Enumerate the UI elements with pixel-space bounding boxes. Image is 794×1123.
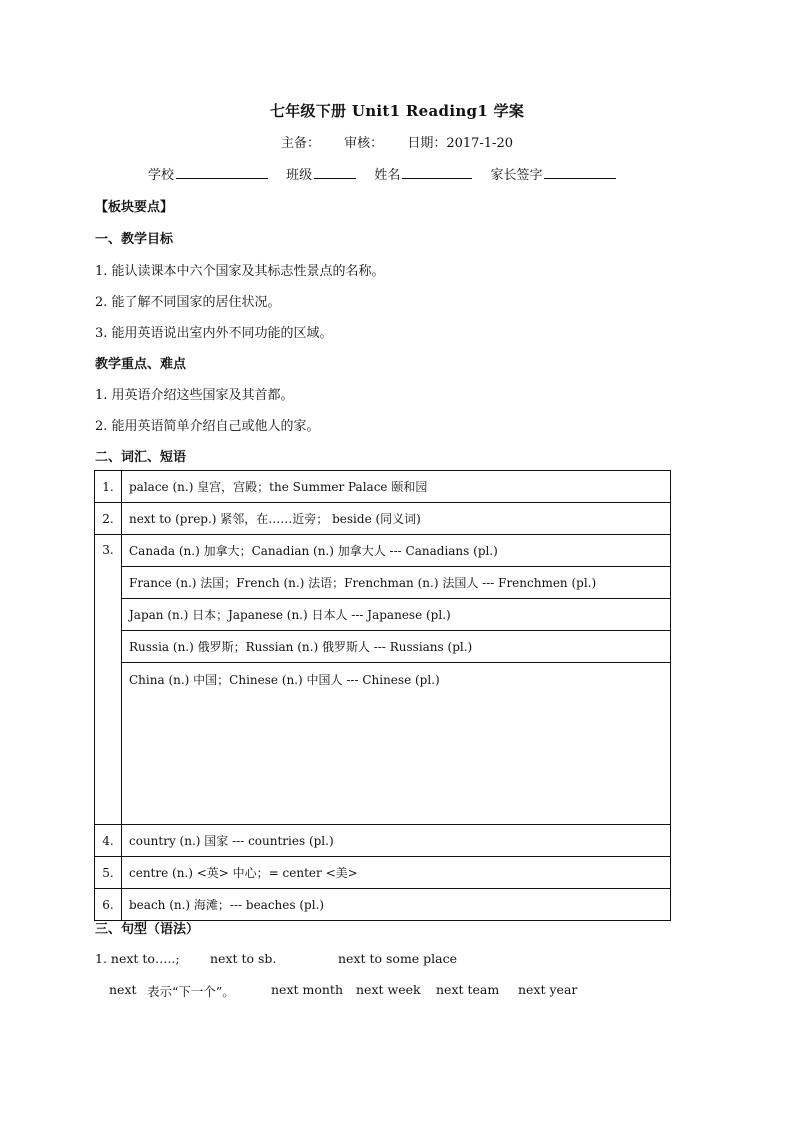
class-blank[interactable] — [314, 166, 356, 179]
row-text: Canada (n.) 加拿大；Canadian (n.) 加拿大人 --- Canadians (pl.) — [122, 535, 671, 567]
goal-item: 2. 能了解不同国家的居住状况。 — [95, 295, 281, 310]
row-number: 5. — [95, 857, 122, 889]
table-row — [95, 599, 671, 631]
sentence-text: next month — [271, 982, 343, 997]
row-number: 4. — [95, 825, 122, 857]
school-blank[interactable] — [176, 166, 268, 179]
key-points-heading: 【板块要点】 — [95, 200, 174, 215]
sentence-text: 1. next to…..; — [95, 951, 180, 966]
row-text: Japan (n.) 日本；Japanese (n.) 日本人 --- Japanese (pl.) — [122, 599, 671, 631]
row-text: next to (prep.) 紧邻，在……近旁； beside (同义词) — [122, 503, 671, 535]
preparer-label: 主备： — [281, 136, 321, 151]
parent-sign-blank[interactable] — [544, 166, 616, 179]
row-number: 2. — [95, 503, 122, 535]
row-text: beach (n.) 海滩；--- beaches (pl.) — [122, 889, 671, 921]
table-row — [95, 567, 671, 599]
sentence-text: next year — [518, 982, 578, 997]
sentence-text: next to sb. — [210, 951, 277, 966]
key-item: 2. 能用英语简单介绍自己或他人的家。 — [95, 419, 320, 434]
table-row — [95, 889, 671, 921]
row-text: palace (n.) 皇宫，宫殿；the Summer Palace 颐和园 — [122, 471, 671, 503]
table-row — [95, 471, 671, 503]
parent-sign-label: 家长签字 — [490, 168, 543, 183]
table-row — [95, 503, 671, 535]
key-item: 1. 用英语介绍这些国家及其首都。 — [95, 388, 294, 403]
row-text: country (n.) 国家 --- countries (pl.) — [122, 825, 671, 857]
reviewer-label: 审核： — [344, 136, 384, 151]
school-label: 学校 — [148, 168, 175, 183]
goal-item: 1. 能认读课本中六个国家及其标志性景点的名称。 — [95, 264, 385, 279]
row-text: China (n.) 中国；Chinese (n.) 中国人 --- Chinese (pl.) — [122, 663, 671, 825]
vocab-heading: 二、词汇、短语 — [95, 450, 187, 465]
sentence-text: 表示“下一个”。 — [147, 984, 235, 999]
sentence-text: next to some place — [338, 951, 458, 966]
table-row — [95, 857, 671, 889]
goal-item: 3. 能用英语说出室内外不同功能的区域。 — [95, 326, 333, 341]
table-row — [95, 663, 671, 825]
meta-line — [0, 132, 794, 151]
key-difficult-heading: 教学重点、难点 — [95, 357, 187, 372]
vocab-table — [94, 470, 671, 921]
name-blank[interactable] — [402, 166, 472, 179]
row-text: Russia (n.) 俄罗斯；Russian (n.) 俄罗斯人 --- Russians (pl.) — [122, 631, 671, 663]
table-row — [95, 535, 671, 567]
row-number: 1. — [95, 471, 122, 503]
table-row — [95, 825, 671, 857]
teaching-goals-heading: 一、教学目标 — [95, 232, 174, 247]
sentence-text: next — [109, 982, 137, 997]
row-text: France (n.) 法国；French (n.) 法语；Frenchman (n.) 法国人 --- Frenchmen (pl.) — [122, 567, 671, 599]
row-text: centre (n.) <英> 中心；= center <美> — [122, 857, 671, 889]
name-label: 姓名 — [374, 168, 401, 183]
row-number: 6. — [95, 889, 122, 921]
row-number: 3. — [95, 535, 122, 825]
student-info-line — [148, 164, 630, 183]
class-label: 班级 — [286, 168, 313, 183]
table-row — [95, 631, 671, 663]
date-label: 日期：2017-1-20 — [407, 136, 513, 151]
sentences-heading: 三、句型（语法） — [95, 922, 200, 937]
sentence-text: next week — [356, 982, 421, 997]
sentence-text: next team — [436, 982, 500, 997]
page-title: 七年级下册 Unit1 Reading1 学案 — [269, 102, 525, 120]
